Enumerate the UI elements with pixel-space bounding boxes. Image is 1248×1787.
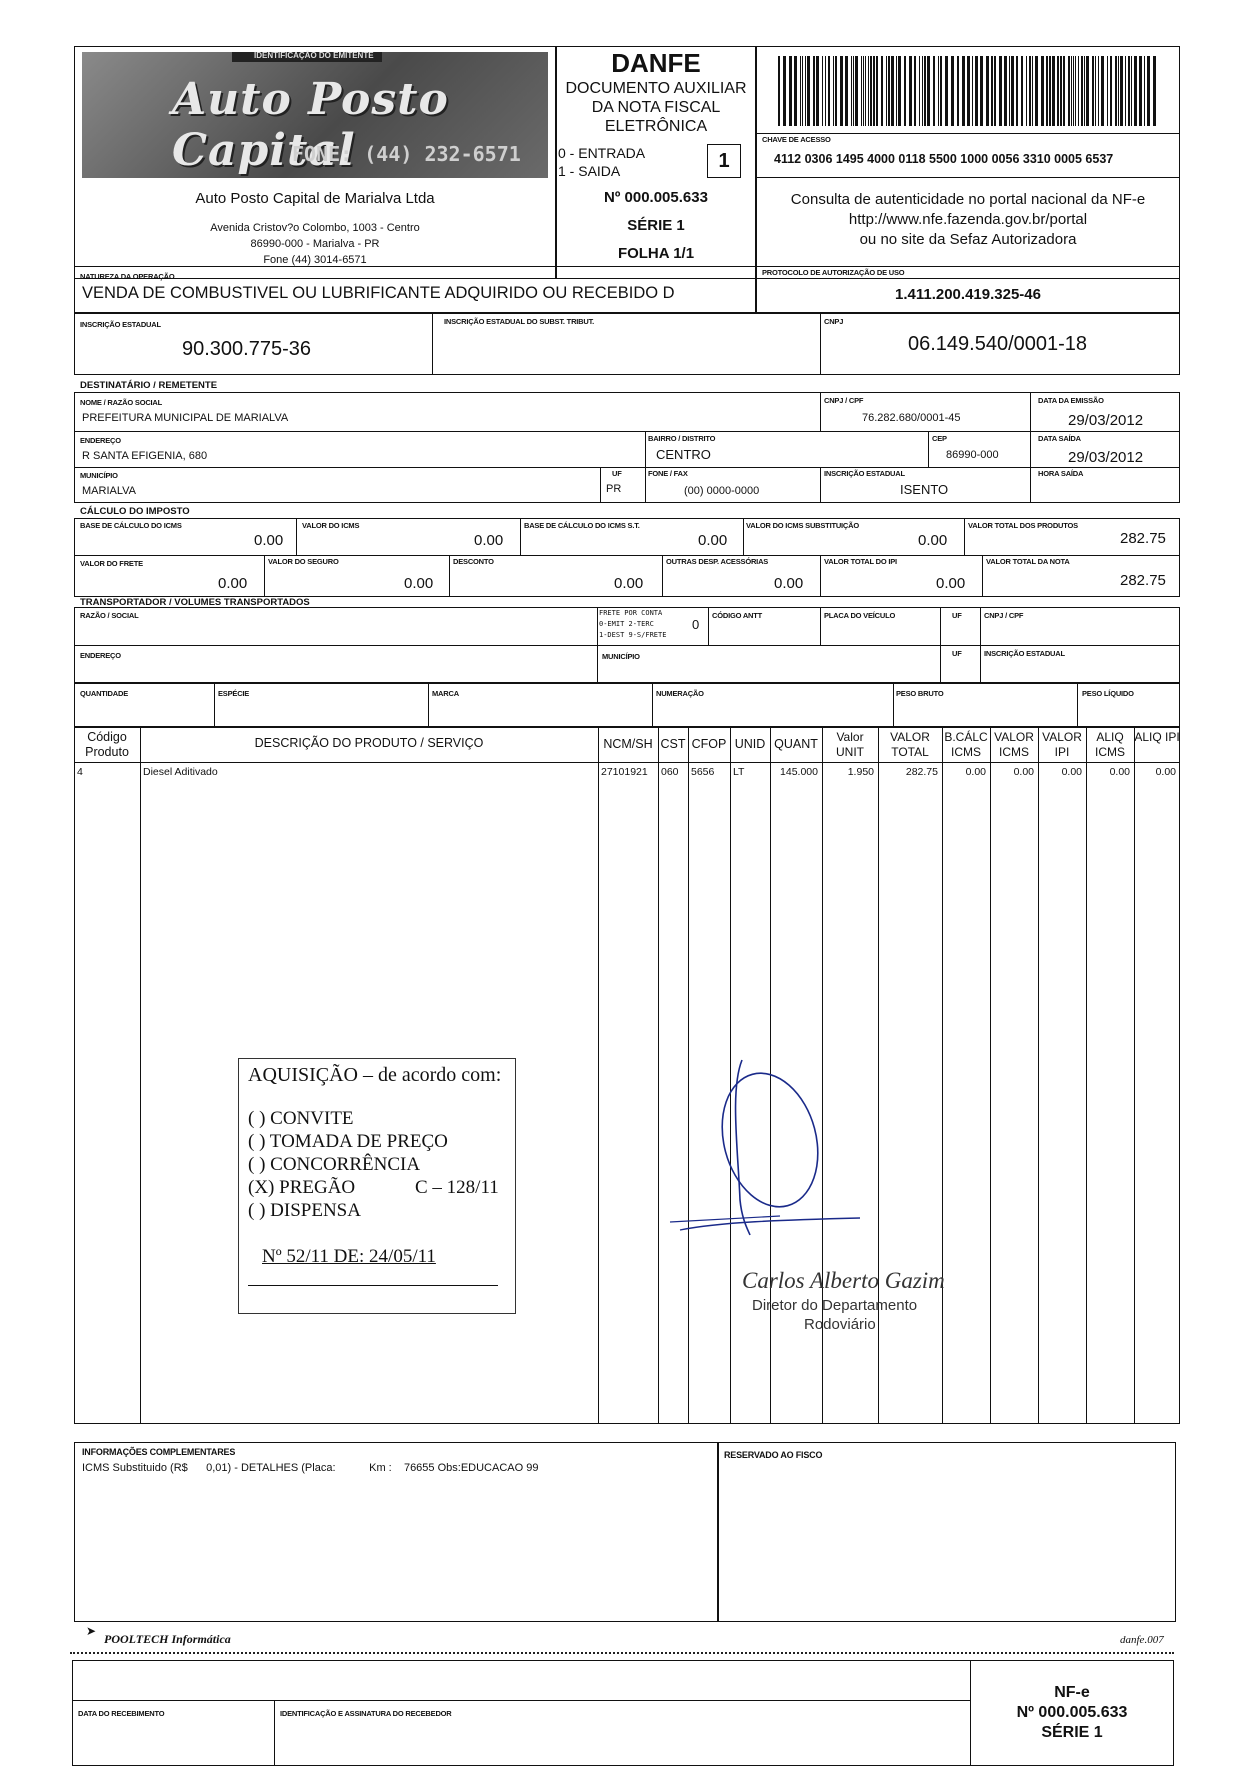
signature-scribble — [660, 1050, 880, 1240]
imposto-section-label: CÁLCULO DO IMPOSTO — [80, 506, 190, 517]
transp-col3 — [820, 607, 821, 645]
danfe-entrada: 0 - ENTRADA — [558, 145, 646, 161]
transp-col4 — [940, 607, 941, 683]
barcode-bar — [813, 56, 815, 126]
total-nota: 282.75 — [1120, 572, 1166, 589]
base-icms-label: BASE DE CÁLCULO DO ICMS — [80, 521, 182, 530]
total-nota-label: VALOR TOTAL DA NOTA — [986, 557, 1070, 566]
barcode-bar — [778, 56, 780, 126]
produtos-cell-unid: LT — [733, 766, 745, 778]
dest-municipio-label: MUNICÍPIO — [80, 471, 118, 480]
produtos-header-quant: QUANT — [774, 737, 818, 751]
dest-row-div2 — [74, 467, 1180, 468]
produtos-header-descricao: DESCRIÇÃO DO PRODUTO / SERVIÇO — [254, 736, 484, 750]
produtos-col-divider — [1134, 727, 1135, 1424]
dest-col-emissao — [1030, 392, 1031, 503]
barcode-bar — [1134, 56, 1137, 126]
barcode-bar — [1011, 56, 1014, 126]
barcode-bar — [1049, 56, 1051, 126]
chave-label: CHAVE DE ACESSO — [762, 135, 831, 144]
canhoto-serie: SÉRIE 1 — [1041, 1724, 1103, 1741]
barcode-bar — [1153, 56, 1156, 126]
valor-st-label: VALOR DO ICMS SUBSTITUIÇÃO — [746, 521, 859, 530]
dest-emissao-label: DATA DA EMISSÃO — [1038, 396, 1104, 405]
vol-col3 — [652, 683, 653, 727]
ie-st-label: INSCRIÇÃO ESTADUAL DO SUBST. TRIBUT. — [444, 317, 595, 326]
consulta-line3: ou no site da Sefaz Autorizadora — [859, 231, 1077, 248]
barcode-bar — [1026, 56, 1027, 126]
barcode-bar — [1073, 56, 1074, 126]
barcode-bar — [876, 56, 878, 126]
barcode-bar — [886, 56, 887, 126]
dest-cep: 86990-000 — [946, 449, 999, 461]
barcode-bar — [909, 56, 912, 126]
barcode-bar — [845, 56, 848, 126]
produtos-col-divider — [990, 727, 991, 1424]
produtos-col-divider — [140, 727, 141, 1424]
produtos-col-divider — [1038, 727, 1039, 1424]
barcode — [778, 56, 1158, 126]
stamp-numero: Nº 52/11 DE: 24/05/11 — [262, 1246, 436, 1267]
barcode-bar — [904, 56, 906, 126]
produtos-cell-aliq-icms: 0.00 — [1109, 766, 1130, 778]
barcode-bar — [1092, 56, 1094, 126]
produtos-cell-ncm: 27101921 — [601, 766, 648, 778]
barcode-bar — [807, 56, 810, 126]
barcode-bar — [891, 56, 894, 126]
transp-row-div — [74, 645, 1180, 646]
barcode-bar — [802, 56, 803, 126]
recebimento-label: DATA DO RECEBIMENTO — [78, 1709, 165, 1718]
danfe-serie: SÉRIE 1 — [627, 217, 685, 234]
stamp-opt5: ( ) DISPENSA — [248, 1200, 361, 1221]
peso-liquido-label: PESO LÍQUIDO — [1082, 689, 1134, 698]
barcode-bar — [1095, 56, 1096, 126]
dest-endereco: R SANTA EFIGENIA, 680 — [82, 450, 208, 462]
barcode-bar — [975, 56, 978, 126]
barcode-bar — [1068, 56, 1070, 126]
produtos-header-valor-ipi: VALOR IPI — [1042, 730, 1082, 759]
dest-row-div1 — [74, 431, 1180, 432]
dest-fone-label: FONE / FAX — [648, 469, 688, 478]
ipi: 0.00 — [936, 575, 966, 592]
natureza-value: VENDA DE COMBUSTIVEL OU LUBRIFICANTE ADQUIRIDO OU RECEBIDO D — [82, 284, 675, 302]
dest-endereco-label: ENDEREÇO — [80, 436, 121, 445]
seguro-label: VALOR DO SEGURO — [268, 557, 339, 566]
imposto-col3 — [743, 518, 744, 555]
dest-ie-label: INSCRIÇÃO ESTADUAL — [824, 469, 905, 478]
seguro: 0.00 — [404, 575, 434, 592]
dest-cep-label: CEP — [932, 434, 947, 443]
produtos-cell-cfop: 5656 — [691, 766, 715, 778]
produtos-header-valor-total: VALOR TOTAL — [890, 730, 930, 759]
barcode-bar — [888, 56, 890, 126]
produtos-cell-codigo: 4 — [77, 766, 83, 778]
consulta-line1: Consulta de autenticidade no portal nacional da NF-e — [790, 191, 1146, 208]
barcode-bar — [1021, 56, 1023, 126]
barcode-bar — [1078, 56, 1079, 126]
barcode-bar — [1107, 56, 1108, 126]
barcode-bar — [922, 56, 923, 126]
barcode-bar — [1110, 56, 1112, 126]
chave-divider2 — [756, 177, 1180, 178]
info-label: INFORMAÇÕES COMPLEMENTARES — [82, 1447, 236, 1457]
dest-col-fone — [645, 467, 646, 503]
barcode-bar — [868, 56, 869, 126]
produtos-header-cst: CST — [660, 737, 686, 751]
frete-label: VALOR DO FRETE — [80, 559, 143, 568]
barcode-bar — [980, 56, 983, 126]
danfe-code: danfe.007 — [1120, 1634, 1164, 1646]
produtos-header-divider — [74, 762, 1180, 763]
danfe-title: DANFE — [611, 48, 701, 78]
product-description: Diesel Aditivado — [143, 766, 218, 778]
cnpj-value: 06.149.540/0001-18 — [908, 333, 1088, 355]
barcode-bar — [1029, 56, 1031, 126]
barcode-bar — [1081, 56, 1083, 126]
stamp-opt2: ( ) TOMADA DE PREÇO — [248, 1131, 448, 1152]
produtos-cell-bcalc-icms: 0.00 — [965, 766, 986, 778]
ie-label: INSCRIÇÃO ESTADUAL — [80, 320, 161, 329]
barcode-bar — [967, 56, 970, 126]
produtos-header-codigo: Código Produto — [85, 730, 129, 759]
ie-value: 90.300.775-36 — [182, 338, 312, 360]
emitente-section-label: IDENTIFICAÇÃO DO EMITENTE — [254, 51, 374, 60]
produtos-cell-valor-ipi: 0.00 — [1061, 766, 1082, 778]
barcode-bar — [855, 56, 858, 126]
emitente-logo — [82, 52, 548, 178]
emitente-address-line3: Fone (44) 3014-6571 — [263, 254, 367, 266]
chave-value: 4112 0306 1495 4000 0118 5500 1000 0056 3310 0005 6537 — [774, 152, 1114, 166]
produtos-col-divider — [942, 727, 943, 1424]
canhoto-cut-line — [70, 1652, 1174, 1654]
barcode-bar — [1035, 56, 1038, 126]
destinatario-section-label: DESTINATÁRIO / REMETENTE — [80, 380, 218, 391]
produtos-header-aliq-icms: ALIQ ICMS — [1095, 730, 1125, 759]
base-icms: 0.00 — [254, 532, 284, 549]
vol-col4 — [893, 683, 894, 727]
dest-fone: (00) 0000-0000 — [684, 485, 760, 497]
transp-col5 — [980, 607, 981, 683]
vol-col1 — [214, 683, 215, 727]
barcode-bar — [938, 56, 939, 126]
canhoto-col1 — [274, 1700, 275, 1766]
barcode-bar — [783, 56, 786, 126]
pooltech-logo-icon: ➤ — [86, 1624, 97, 1638]
imposto-col1 — [296, 518, 297, 555]
dest-cnpj: 76.282.680/0001-45 — [862, 412, 961, 424]
dest-uf-label: UF — [612, 469, 622, 478]
barcode-bar — [881, 56, 883, 126]
barcode-bar — [853, 56, 854, 126]
barcode-bar — [1016, 56, 1018, 126]
inscricao-div1 — [432, 313, 433, 375]
antt-label: CÓDIGO ANTT — [712, 611, 763, 620]
protocolo-label: PROTOCOLO DE AUTORIZAÇÃO DE USO — [762, 268, 905, 277]
transp-razao-label: RAZÃO / SOCIAL — [80, 611, 139, 620]
dest-bairro: CENTRO — [656, 447, 711, 462]
destinatario-box — [74, 392, 1180, 503]
dest-emissao: 29/03/2012 — [1068, 412, 1144, 429]
produtos-header-bcalc-icms: B.CÁLC ICMS — [944, 730, 988, 759]
stamp-opt3: ( ) CONCORRÊNCIA — [248, 1154, 421, 1175]
barcode-bar — [835, 56, 837, 126]
barcode-bar — [999, 56, 1002, 126]
produtos-cell-cst: 060 — [661, 766, 679, 778]
imposto-row-div — [74, 555, 1180, 556]
danfe-saida: 1 - SAIDA — [558, 163, 621, 179]
danfe-numero: Nº 000.005.633 — [604, 189, 708, 206]
transp-municipio-label: MUNICÍPIO — [602, 652, 640, 661]
stamp-opt4: (X) PREGÃO — [248, 1177, 356, 1198]
barcode-bar — [1084, 56, 1085, 126]
dest-nome: PREFEITURA MUNICIPAL DE MARIALVA — [82, 412, 289, 424]
barcode-bar — [828, 56, 830, 126]
valor-icms-label: VALOR DO ICMS — [302, 521, 360, 530]
produtos-header-cfop: CFOP — [691, 737, 727, 751]
barcode-bar — [933, 56, 935, 126]
barcode-bar — [972, 56, 973, 126]
base-st: 0.00 — [698, 532, 728, 549]
barcode-bar — [1060, 56, 1062, 126]
numeracao-label: NUMERAÇÃO — [656, 689, 704, 698]
signature-title2: Rodoviário — [804, 1316, 876, 1333]
barcode-bar — [962, 56, 965, 126]
barcode-bar — [789, 56, 792, 126]
barcode-bar — [825, 56, 826, 126]
barcode-bar — [1125, 56, 1126, 126]
imposto-col8 — [820, 555, 821, 597]
barcode-bar — [816, 56, 819, 126]
base-st-label: BASE DE CÁLCULO DO ICMS S.T. — [524, 521, 640, 530]
danfe-subtitle2: DA NOTA FISCAL — [591, 99, 721, 116]
consulta-line2: http://www.nfe.fazenda.gov.br/portal — [848, 211, 1088, 228]
barcode-bar — [1063, 56, 1065, 126]
transp-uf-label: UF — [952, 611, 962, 620]
ipi-label: VALOR TOTAL DO IPI — [824, 557, 897, 566]
barcode-bar — [1144, 56, 1145, 126]
identificacao-label: IDENTIFICAÇÃO E ASSINATURA DO RECEBEDOR — [280, 1709, 452, 1718]
barcode-bar — [945, 56, 948, 126]
barcode-bar — [1046, 56, 1048, 126]
emitente-name: Auto Posto Capital de Marialva Ltda — [195, 190, 435, 207]
total-prod-label: VALOR TOTAL DOS PRODUTOS — [968, 521, 1078, 530]
barcode-bar — [1128, 56, 1130, 126]
peso-bruto-label: PESO BRUTO — [896, 689, 944, 698]
emitente-address-line1: Avenida Cristov?o Colombo, 1003 - Centro — [210, 222, 420, 234]
produtos-col-divider — [1086, 727, 1087, 1424]
produtos-header-unid: UNID — [734, 737, 766, 751]
imposto-col4 — [964, 518, 965, 555]
transp-col1 — [597, 607, 598, 683]
dest-bairro-label: BAIRRO / DISTRITO — [648, 434, 716, 443]
barcode-bar — [924, 56, 926, 126]
valor-icms: 0.00 — [474, 532, 504, 549]
barcode-bar — [1009, 56, 1010, 126]
cnpj-label: CNPJ — [824, 317, 844, 326]
dest-col-bairro — [645, 431, 646, 467]
outras-label: OUTRAS DESP. ACESSÓRIAS — [666, 557, 769, 566]
protocolo-value: 1.411.200.419.325-46 — [895, 286, 1041, 303]
barcode-bar — [833, 56, 834, 126]
produtos-header-aliq-ipi: ALIQ IPI — [1134, 730, 1180, 744]
barcode-bar — [1052, 56, 1055, 126]
canhoto-divider — [72, 1700, 970, 1701]
pooltech-brand: POOLTECH Informática — [104, 1632, 231, 1646]
barcode-bar — [805, 56, 806, 126]
produtos-col-divider — [658, 727, 659, 1424]
barcode-bar — [873, 56, 875, 126]
barcode-bar — [1115, 56, 1117, 126]
outras: 0.00 — [774, 575, 804, 592]
barcode-bar — [1131, 56, 1132, 126]
transp-uf2-label: UF — [952, 649, 962, 658]
frete: 0.00 — [218, 575, 248, 592]
barcode-bar — [898, 56, 901, 126]
barcode-bar — [951, 56, 954, 126]
barcode-bar — [896, 56, 897, 126]
barcode-bar — [851, 56, 852, 126]
barcode-bar — [1086, 56, 1089, 126]
barcode-bar — [863, 56, 864, 126]
barcode-bar — [991, 56, 993, 126]
danfe-subtitle3: ELETRÔNICA — [604, 118, 708, 135]
barcode-bar — [1004, 56, 1007, 126]
dest-saida: 29/03/2012 — [1068, 449, 1144, 466]
desconto-label: DESCONTO — [453, 557, 494, 566]
produtos-header-valor-unit: Valor UNIT — [836, 730, 864, 759]
barcode-bar — [914, 56, 916, 126]
dest-uf: PR — [606, 483, 622, 495]
produtos-cell-valor-icms: 0.00 — [1013, 766, 1034, 778]
quantidade-label: QUANTIDADE — [80, 689, 128, 698]
signature-name: Carlos Alberto Gazim — [742, 1268, 945, 1293]
barcode-bar — [1041, 56, 1044, 126]
valor-st: 0.00 — [918, 532, 948, 549]
vol-col5 — [1077, 683, 1078, 727]
logo-phone: FONE: (44) 232-6571 — [292, 142, 521, 166]
dest-cnpj-label: CNPJ / CPF — [824, 396, 864, 405]
dest-col-ie — [820, 467, 821, 503]
stamp-opt1: ( ) CONVITE — [248, 1108, 354, 1129]
transp-cnpj-label: CNPJ / CPF — [984, 611, 1024, 620]
transp-ie-label: INSCRIÇÃO ESTADUAL — [984, 649, 1065, 658]
imposto-col9 — [982, 555, 983, 597]
imposto-col2 — [520, 518, 521, 555]
dest-col-uf — [600, 467, 601, 503]
inscricao-div2 — [820, 313, 821, 375]
barcode-bar — [957, 56, 959, 126]
canhoto-nfe: NF-e — [1054, 1684, 1090, 1701]
barcode-bar — [840, 56, 843, 126]
barcode-bar — [1057, 56, 1059, 126]
barcode-bar — [822, 56, 823, 126]
barcode-bar — [1120, 56, 1123, 126]
barcode-bar — [1118, 56, 1119, 126]
barcode-bar — [1147, 56, 1150, 126]
placa-label: PLACA DO VEÍCULO — [824, 611, 896, 620]
logo-text: Auto Posto Capital — [172, 74, 449, 176]
transp-col2 — [708, 607, 709, 645]
especie-label: ESPÉCIE — [218, 689, 250, 698]
canhoto-numero: Nº 000.005.633 — [1016, 1704, 1128, 1721]
produtos-header-ncm: NCM/SH — [603, 737, 653, 751]
marca-label: MARCA — [432, 689, 459, 698]
frete-conta-line3: 1-DEST 9-S/FRETE — [599, 631, 667, 639]
barcode-bar — [1101, 56, 1104, 126]
reservado-fisco-box — [718, 1442, 1176, 1622]
produtos-cell-valor-unit: 1.950 — [847, 766, 874, 778]
frete-conta-line1: FRETE POR CONTA — [599, 609, 663, 617]
vol-col2 — [428, 683, 429, 727]
transportador-section-label: TRANSPORTADOR / VOLUMES TRANSPORTADOS — [80, 597, 310, 608]
dest-nome-label: NOME / RAZÃO SOCIAL — [80, 398, 163, 407]
dest-hora-label: HORA SAÍDA — [1038, 469, 1084, 478]
produtos-cell-valor-total: 282.75 — [905, 766, 938, 778]
barcode-bar — [865, 56, 866, 126]
stamp-underline — [248, 1285, 498, 1286]
barcode-bar — [1032, 56, 1033, 126]
barcode-bar — [1071, 56, 1072, 126]
barcode-bar — [927, 56, 930, 126]
danfe-folha: FOLHA 1/1 — [617, 245, 695, 262]
info-text: ICMS Substituido (R$ 0,01) - DETALHES (Placa: Km : 76655 Obs:EDUCACAO 99 — [82, 1462, 539, 1474]
barcode-bar — [1098, 56, 1099, 126]
desconto: 0.00 — [614, 575, 644, 592]
barcode-bar — [870, 56, 872, 126]
frete-conta-value: 0 — [692, 617, 700, 632]
dest-municipio: MARIALVA — [82, 485, 136, 497]
dest-col-cnpj — [820, 392, 821, 431]
signature-title1: Diretor do Departamento — [752, 1297, 918, 1314]
barcode-bar — [861, 56, 862, 126]
barcode-bar — [794, 56, 797, 126]
barcode-bar — [940, 56, 942, 126]
stamp-opt4-ref: C – 128/11 — [415, 1177, 499, 1198]
imposto-col5 — [264, 555, 265, 597]
barcode-bar — [1139, 56, 1142, 126]
barcode-bar — [1075, 56, 1076, 126]
imposto-col7 — [662, 555, 663, 597]
produtos-col-divider — [598, 727, 599, 1424]
danfe-subtitle1: DOCUMENTO AUXILIAR — [565, 80, 747, 97]
dest-col-cep — [928, 431, 929, 467]
barcode-bar — [994, 56, 996, 126]
fisco-label: RESERVADO AO FISCO — [724, 1450, 823, 1460]
produtos-cell-aliq-ipi: 0.00 — [1155, 766, 1176, 778]
dest-ie: ISENTO — [900, 482, 949, 497]
frete-conta-line2: 0-EMIT 2-TERC — [599, 620, 654, 628]
barcode-bar — [919, 56, 920, 126]
produtos-cell-quant: 145.000 — [780, 766, 818, 778]
transp-endereco-label: ENDEREÇO — [80, 651, 121, 660]
barcode-bar — [986, 56, 989, 126]
dest-saida-label: DATA SAÍDA — [1038, 434, 1081, 443]
danfe-tipo: 1 — [707, 144, 741, 178]
total-prod: 282.75 — [1120, 530, 1166, 547]
produtos-header-valor-icms: VALOR ICMS — [994, 730, 1034, 759]
imposto-col6 — [449, 555, 450, 597]
emitente-address-line2: 86990-000 - Marialva - PR — [250, 238, 380, 250]
barcode-bar — [800, 56, 801, 126]
natureza-label: NATUREZA DA OPERAÇÃO — [80, 272, 175, 281]
chave-divider — [756, 133, 1180, 134]
stamp-title: AQUISIÇÃO – de acordo com: — [248, 1064, 502, 1086]
